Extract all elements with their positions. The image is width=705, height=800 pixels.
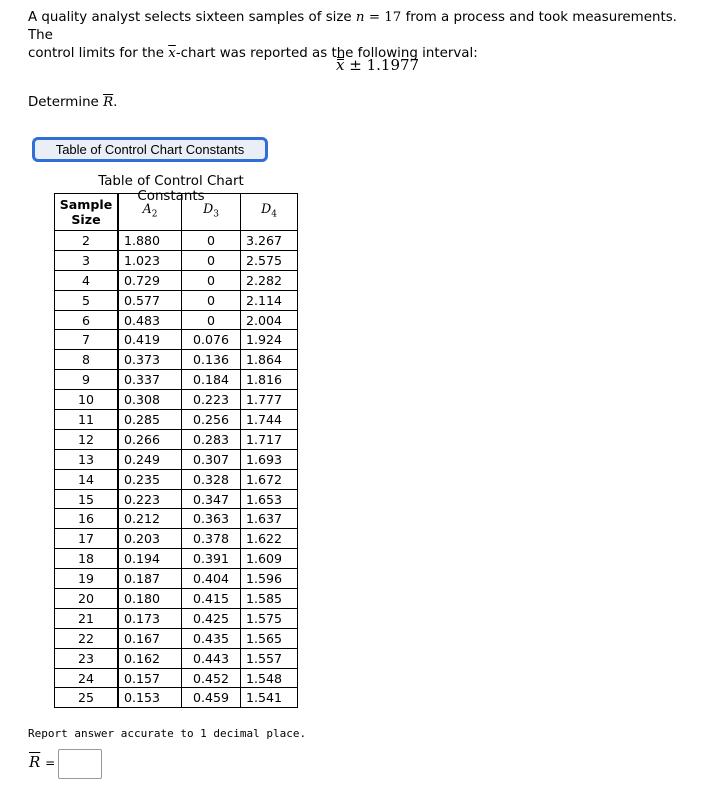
cell-d3: 0.435: [182, 628, 241, 648]
table-row: [55, 250, 298, 270]
cell-sample-size: 11: [55, 410, 119, 430]
table-row: [55, 489, 298, 509]
cell-d4: 1.864: [241, 350, 298, 370]
n-variable: n = 17: [355, 10, 402, 25]
cell-d4: 1.744: [241, 410, 298, 430]
table-row: [55, 310, 298, 330]
cell-d3: 0: [182, 290, 241, 310]
cell-sample-size: 18: [55, 549, 119, 569]
cell-d4: 2.282: [241, 270, 298, 290]
cell-d3: 0.425: [182, 608, 241, 628]
cell-a2: 0.308: [118, 390, 182, 410]
table-row: [55, 589, 298, 609]
cell-d4: 1.816: [241, 370, 298, 390]
cell-d3: 0.452: [182, 668, 241, 688]
cell-a2: 0.203: [118, 529, 182, 549]
cell-a2: 0.337: [118, 370, 182, 390]
cell-sample-size: 2: [55, 231, 119, 251]
cell-d4: 1.717: [241, 429, 298, 449]
cell-d3: 0.223: [182, 390, 241, 410]
table-row: [55, 390, 298, 410]
cell-d3: 0: [182, 250, 241, 270]
table-row: [55, 449, 298, 469]
cell-a2: 0.266: [118, 429, 182, 449]
cell-a2: 0.419: [118, 330, 182, 350]
problem-line-2: control limits for the $\overline{x}$-chart was reported as the following interval:: [28, 46, 478, 61]
cell-sample-size: 12: [55, 429, 119, 449]
cell-d4: 1.575: [241, 608, 298, 628]
table-row: [55, 350, 298, 370]
cell-d3: 0.363: [182, 509, 241, 529]
control-chart-constants-table: [54, 193, 298, 708]
answer-label: $\overline{R}$ =: [29, 753, 56, 771]
cell-d4: 1.924: [241, 330, 298, 350]
cell-d3: 0: [182, 231, 241, 251]
determine-prompt: Determine $\overline{R}$.: [28, 95, 118, 110]
cell-d3: 0.347: [182, 489, 241, 509]
cell-sample-size: 25: [55, 688, 119, 708]
cell-sample-size: 17: [55, 529, 119, 549]
control-limit-value: ± 1.1977: [349, 56, 420, 74]
cell-d4: 1.541: [241, 688, 298, 708]
table-row: [55, 410, 298, 430]
table-of-constants-button[interactable]: Table of Control Chart Constants: [32, 137, 268, 162]
table-row: [55, 608, 298, 628]
cell-sample-size: 15: [55, 489, 119, 509]
cell-d3: 0.184: [182, 370, 241, 390]
cell-d4: 2.114: [241, 290, 298, 310]
cell-sample-size: 23: [55, 648, 119, 668]
cell-d3: 0.459: [182, 688, 241, 708]
cell-sample-size: 24: [55, 668, 119, 688]
cell-d4: 1.653: [241, 489, 298, 509]
cell-sample-size: 7: [55, 330, 119, 350]
cell-a2: 0.729: [118, 270, 182, 290]
cell-d3: 0.076: [182, 330, 241, 350]
table-row: [55, 330, 298, 350]
cell-d4: 1.672: [241, 469, 298, 489]
cell-d4: 1.585: [241, 589, 298, 609]
cell-a2: 0.180: [118, 589, 182, 609]
answer-input[interactable]: [58, 749, 102, 779]
header-sample-size: Sample Size: [55, 194, 119, 231]
table-row: [55, 370, 298, 390]
cell-sample-size: 20: [55, 589, 119, 609]
cell-a2: 0.153: [118, 688, 182, 708]
cell-d4: 3.267: [241, 231, 298, 251]
table-row: [55, 429, 298, 449]
cell-a2: 0.373: [118, 350, 182, 370]
cell-d3: 0: [182, 270, 241, 290]
cell-d4: 1.693: [241, 449, 298, 469]
rbar-symbol: $\overline{R}$: [103, 95, 114, 110]
cell-d3: 0.328: [182, 469, 241, 489]
table-row: [55, 549, 298, 569]
xbar-symbol: $\overline{x}$: [168, 46, 176, 61]
table-row: [55, 648, 298, 668]
table-row: [55, 668, 298, 688]
cell-a2: 0.173: [118, 608, 182, 628]
cell-d3: 0.404: [182, 569, 241, 589]
cell-d3: 0.415: [182, 589, 241, 609]
cell-a2: 0.483: [118, 310, 182, 330]
cell-d3: 0.391: [182, 549, 241, 569]
cell-d4: 2.575: [241, 250, 298, 270]
cell-a2: 0.187: [118, 569, 182, 589]
problem-line-1: A quality analyst selects sixteen samples of size n = 17 from a process and took measurements. The: [28, 10, 677, 43]
header-d3: $D_3$: [182, 194, 241, 231]
cell-d4: 1.622: [241, 529, 298, 549]
cell-a2: 0.194: [118, 549, 182, 569]
cell-sample-size: 3: [55, 250, 119, 270]
cell-a2: 0.167: [118, 628, 182, 648]
cell-a2: 0.162: [118, 648, 182, 668]
cell-d4: 1.637: [241, 509, 298, 529]
cell-d3: 0.443: [182, 648, 241, 668]
cell-d4: 1.557: [241, 648, 298, 668]
cell-sample-size: 9: [55, 370, 119, 390]
table-row: [55, 270, 298, 290]
cell-d3: 0: [182, 310, 241, 330]
table-row: [55, 529, 298, 549]
cell-d3: 0.136: [182, 350, 241, 370]
cell-a2: 1.880: [118, 231, 182, 251]
cell-d4: 1.777: [241, 390, 298, 410]
control-limit-expression: [336, 56, 419, 74]
cell-sample-size: 21: [55, 608, 119, 628]
cell-sample-size: 22: [55, 628, 119, 648]
table-caption: Table of Control Chart Constants: [98, 174, 244, 204]
cell-sample-size: 19: [55, 569, 119, 589]
cell-a2: 0.249: [118, 449, 182, 469]
cell-a2: 0.235: [118, 469, 182, 489]
table-row: [55, 569, 298, 589]
cell-a2: 1.023: [118, 250, 182, 270]
cell-a2: 0.285: [118, 410, 182, 430]
cell-a2: 0.577: [118, 290, 182, 310]
cell-a2: 0.212: [118, 509, 182, 529]
xdoublebar-symbol: x: [336, 56, 345, 74]
table-body: [55, 231, 298, 708]
cell-d4: 1.609: [241, 549, 298, 569]
cell-d4: 1.565: [241, 628, 298, 648]
cell-d3: 0.378: [182, 529, 241, 549]
cell-sample-size: 16: [55, 509, 119, 529]
table-row: [55, 290, 298, 310]
cell-sample-size: 10: [55, 390, 119, 410]
cell-sample-size: 8: [55, 350, 119, 370]
cell-sample-size: 13: [55, 449, 119, 469]
cell-d4: 1.548: [241, 668, 298, 688]
table-row: [55, 688, 298, 708]
table-row: [55, 469, 298, 489]
cell-a2: 0.157: [118, 668, 182, 688]
cell-d4: 1.596: [241, 569, 298, 589]
cell-sample-size: 14: [55, 469, 119, 489]
cell-sample-size: 6: [55, 310, 119, 330]
table-header-row: [55, 194, 298, 231]
header-d4: $D_4$: [241, 194, 298, 231]
cell-d3: 0.283: [182, 429, 241, 449]
cell-d3: 0.256: [182, 410, 241, 430]
cell-d4: 2.004: [241, 310, 298, 330]
cell-sample-size: 4: [55, 270, 119, 290]
table-row: [55, 231, 298, 251]
header-a2: $A_2$: [118, 194, 182, 231]
cell-sample-size: 5: [55, 290, 119, 310]
table-row: [55, 628, 298, 648]
cell-a2: 0.223: [118, 489, 182, 509]
table-row: [55, 509, 298, 529]
problem-statement: [28, 9, 698, 63]
cell-d3: 0.307: [182, 449, 241, 469]
report-instruction: Report answer accurate to 1 decimal place.: [28, 727, 307, 740]
